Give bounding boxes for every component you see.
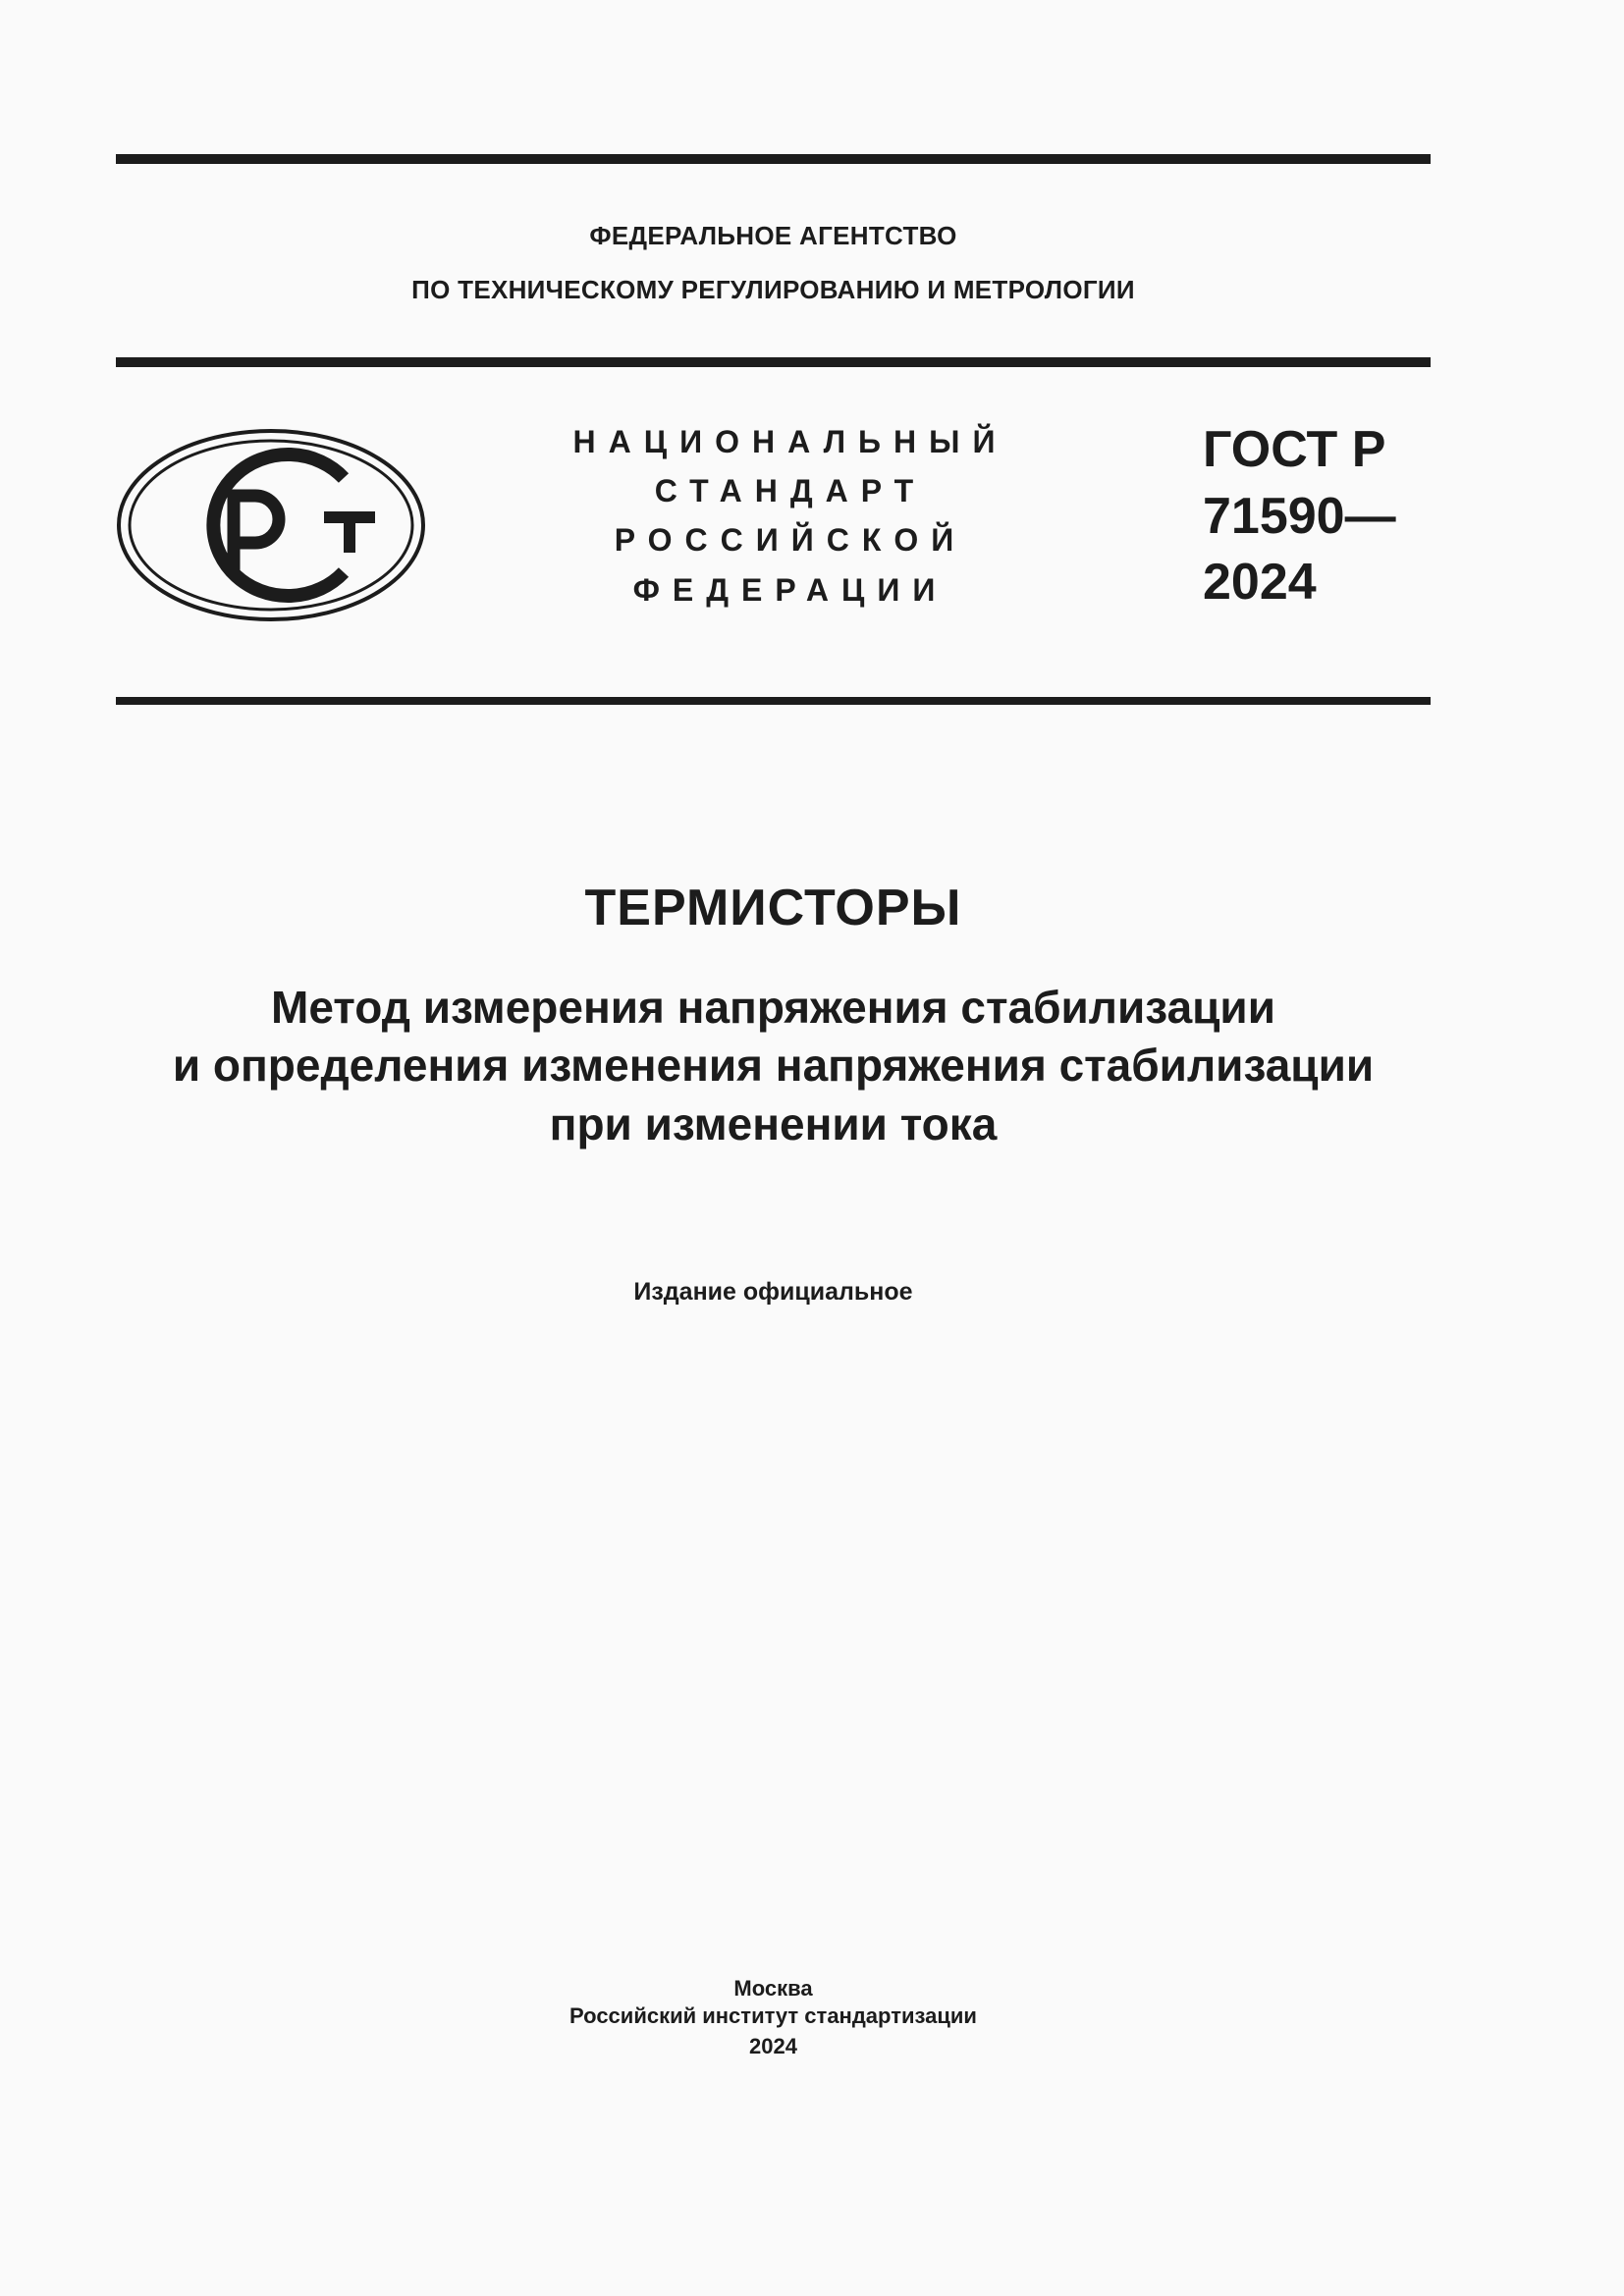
- standard-type-line-4: ФЕДЕРАЦИИ: [632, 572, 948, 608]
- agency-line-2: ПО ТЕХНИЧЕСКОМУ РЕГУЛИРОВАНИЮ И МЕТРОЛОГИИ: [411, 275, 1135, 304]
- designation-line-1: ГОСТ Р: [1203, 421, 1386, 478]
- imprint-publisher: Российский институт стандартизации: [569, 2003, 977, 2028]
- standard-type-line-3: РОССИЙСКОЙ: [614, 522, 967, 558]
- header-rule: [116, 357, 1431, 367]
- top-rule: [116, 154, 1431, 164]
- header-bottom-rule: [116, 697, 1431, 705]
- subtitle-line-2: и определения изменения напряжения стабилизации: [172, 1040, 1375, 1091]
- agency-line-1: ФЕДЕРАЛЬНОЕ АГЕНТСТВО: [589, 221, 957, 250]
- subtitle-line-3: при изменении тока: [549, 1098, 998, 1149]
- document-title: ТЕРМИСТОРЫ: [584, 880, 962, 936]
- designation-line-2: 71590—: [1203, 488, 1396, 545]
- standard-type-line-1: НАЦИОНАЛЬНЫЙ: [572, 424, 1008, 459]
- designation-line-3: 2024: [1203, 554, 1317, 611]
- rst-certification-mark-icon: [116, 427, 426, 623]
- subtitle-line-1: Метод измерения напряжения стабилизации: [271, 982, 1275, 1033]
- imprint-city: Москва: [733, 1976, 813, 2001]
- imprint-year: 2024: [749, 2034, 797, 2058]
- edition-note: Издание официальное: [633, 1278, 913, 1306]
- standard-type-line-2: СТАНДАРТ: [654, 473, 927, 508]
